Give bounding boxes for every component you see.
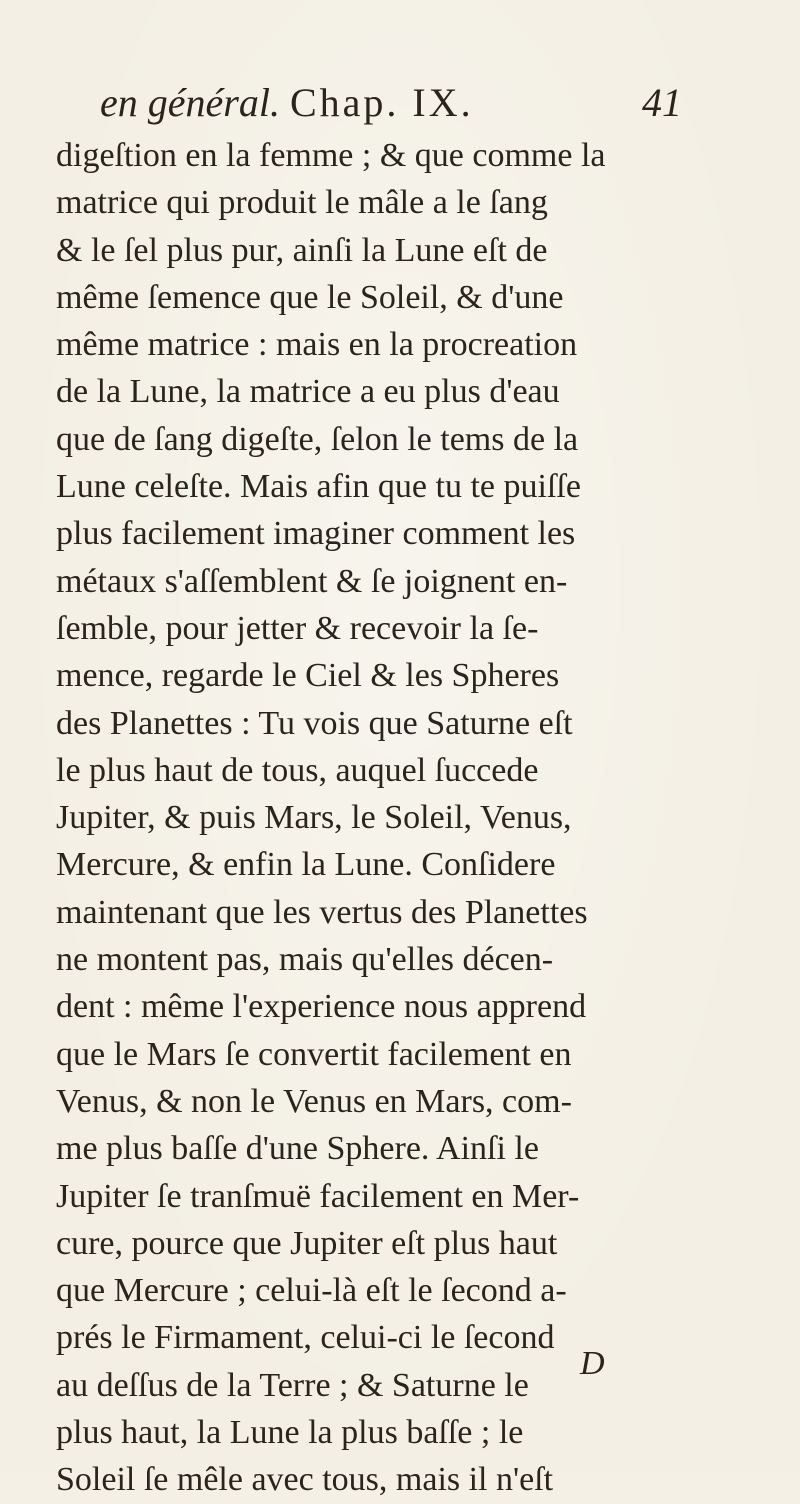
text-line: de la Lune, la matrice a eu plus d'eau	[56, 373, 560, 411]
text-line: prés le Firmament, celui-ci le ſecond	[56, 1319, 555, 1357]
text-line: au deſſus de la Terre ; & Saturne le	[56, 1366, 529, 1404]
text-line: des Planettes : Tu vois que Saturne eſt	[56, 704, 573, 742]
page-header	[100, 78, 700, 128]
text-line: ne montent pas, mais qu'elles décen-	[56, 941, 554, 979]
text-line: Jupiter, & puis Mars, le Soleil, Venus,	[56, 799, 572, 837]
text-line: plus haut, la Lune la plus baſſe ; le	[56, 1414, 524, 1452]
text-line: même matrice : mais en la procreation	[56, 326, 578, 364]
running-title: en général.	[100, 80, 280, 125]
text-line: digeſtion en la femme ; & que comme la	[56, 137, 606, 174]
text-line: me plus baſſe d'une Sphere. Ainſi le	[56, 1130, 539, 1168]
text-line: maintenant que les vertus des Planettes	[56, 893, 588, 931]
text-line: Lune celeſte. Mais afin que tu te puiſſe	[56, 468, 581, 506]
text-line: même ſemence que le Soleil, & d'une	[56, 278, 564, 316]
text-line: Soleil ſe mêle avec tous, mais il n'eſt	[56, 1461, 554, 1499]
text-line: plus facilement imaginer comment les	[56, 515, 576, 553]
page-number: 41	[642, 80, 682, 125]
text-line: cure, pource que Jupiter eſt plus haut	[56, 1224, 558, 1262]
text-line: le plus haut de tous, auquel ſuccede	[56, 751, 539, 789]
text-line: que Mercure ; celui-là eſt le ſecond a-	[56, 1272, 567, 1310]
text-line: ſemble, pour jetter & recevoir la ſe-	[56, 609, 539, 647]
catchword: D	[580, 1345, 605, 1382]
text-line: dent : même l'experience nous apprend	[56, 988, 587, 1026]
text-line: que de ſang digeſte, ſelon le tems de la	[56, 420, 579, 458]
text-line: Venus, & non le Venus en Mars, com-	[56, 1082, 572, 1120]
text-line: Jupiter ſe tranſmuë facilement en Mer-	[56, 1177, 580, 1215]
text-line: Mercure, & enfin la Lune. Conſidere	[56, 846, 556, 884]
body-text	[56, 132, 756, 1504]
text-line: mence, regarde le Ciel & les Spheres	[56, 657, 560, 695]
text-line: matrice qui produit le mâle a le ſang	[56, 184, 548, 222]
text-line: & le ſel plus pur, ainſi la Lune eſt de	[56, 231, 548, 269]
text-line: métaux s'aſſemblent & ſe joignent en-	[56, 562, 568, 600]
text-line: que le Mars ſe convertit facilement en	[56, 1035, 572, 1073]
chapter-heading: Chap. IX.	[290, 80, 474, 125]
